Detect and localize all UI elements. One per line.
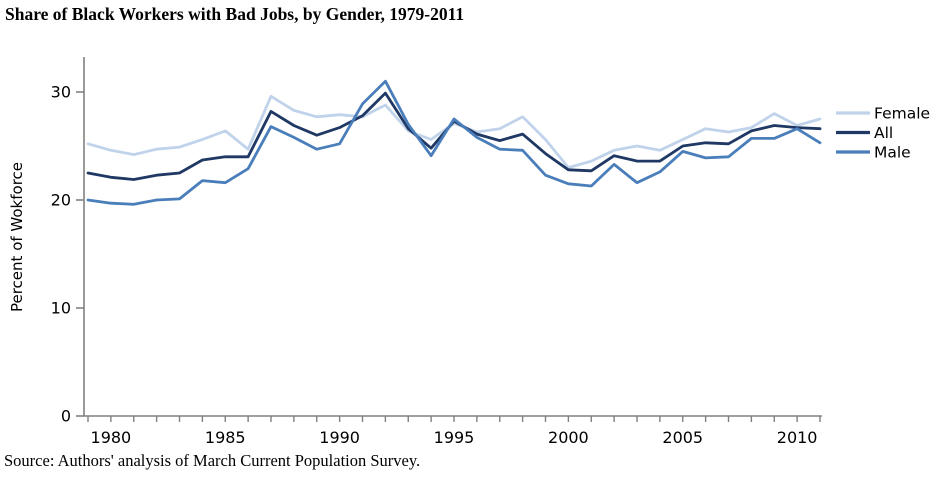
x-tick-label: 1990 — [319, 428, 360, 447]
source-note: Source: Authors' analysis of March Current Population Survey. — [4, 451, 421, 470]
y-tick-label: 30 — [50, 82, 71, 102]
x-tick-label: 2010 — [776, 428, 818, 447]
legend-label-all: All — [874, 124, 894, 142]
x-tick-label: 1980 — [90, 428, 132, 447]
legend-label-male: Male — [874, 143, 911, 162]
x-tick-label: 2005 — [662, 428, 704, 447]
y-tick-label: 0 — [60, 406, 71, 426]
x-tick-label: 1985 — [204, 428, 246, 447]
y-tick-label: 20 — [50, 190, 71, 210]
y-axis-title: Percent of Wokforce — [8, 161, 26, 313]
x-tick-label: 2000 — [548, 428, 589, 447]
chart-title: Share of Black Workers with Bad Jobs, by Gender, 1979-2011 — [5, 4, 465, 24]
legend-label-female: Female — [874, 104, 931, 123]
x-tick-label: 1995 — [433, 428, 475, 447]
series-line-all — [88, 93, 820, 179]
y-tick-label: 10 — [50, 298, 71, 318]
